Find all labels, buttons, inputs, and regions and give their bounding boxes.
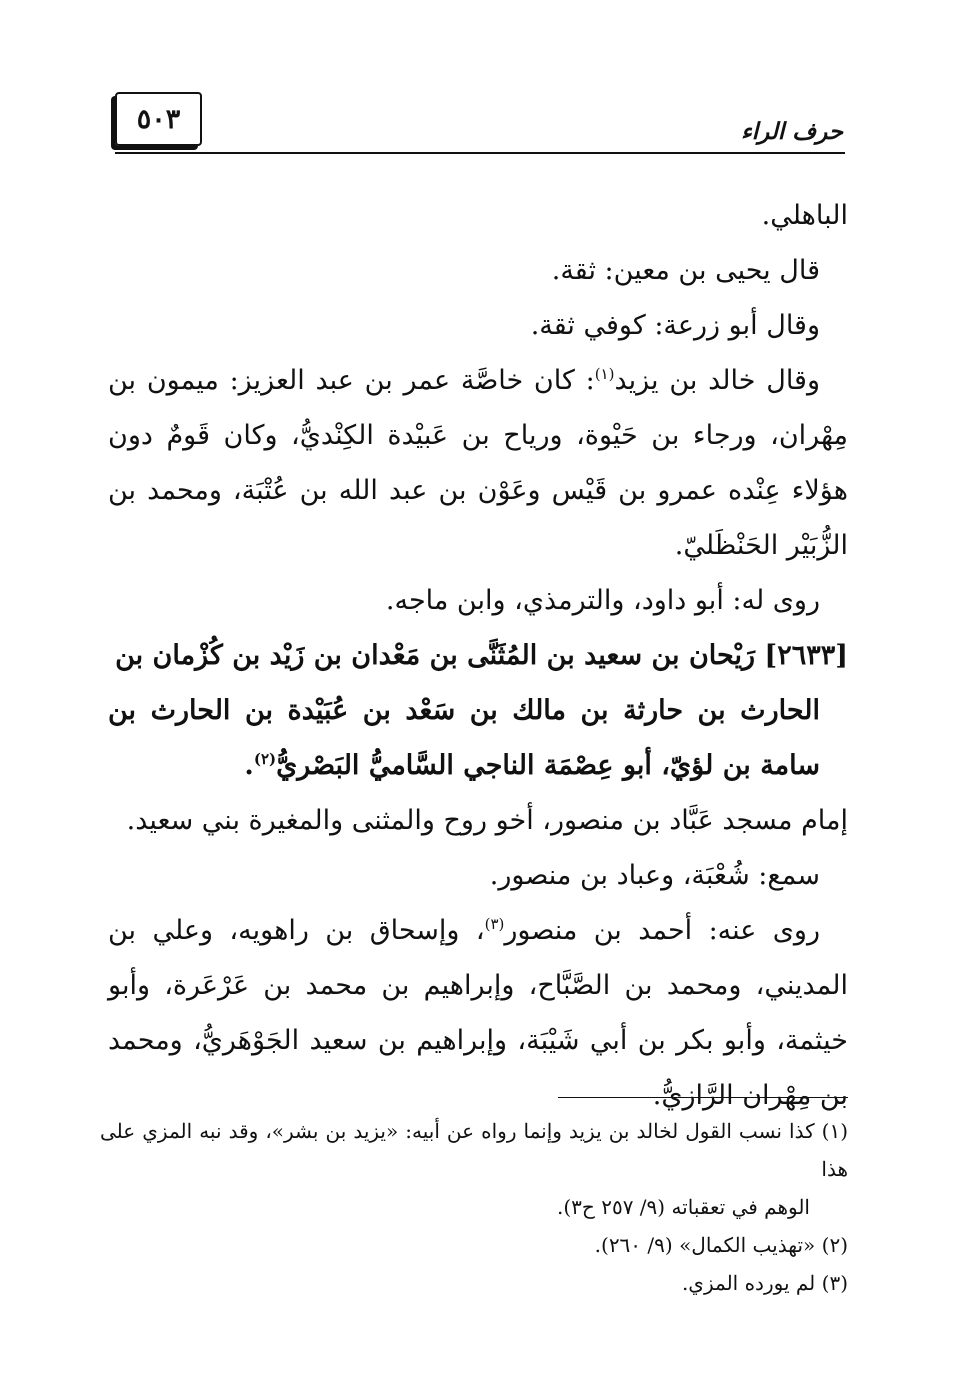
paragraph-4-rest: : كان خاصَّة عمر بن عبد العزيز: ميمون بن مِهْران، ورجاء بن حَيْوة، ورياح بن عَبيْدة الكِنْديُّ، وكان قَومٌ دون هؤلاء عِنْده عمرو بن قَيْس وعَوْن بن عبد الله بن عُتْبَة، ومحمد بن الزُّبَيْر الحَنْظَليّ.: [108, 365, 848, 561]
page-number-text: ٥٠٣: [136, 103, 181, 135]
footnote-3: (٣) لم يورده المزي.: [681, 1271, 848, 1295]
main-text: [108, 188, 848, 1123]
paragraph-4-start: وقال خالد بن يزيد: [614, 365, 820, 396]
footnote-ref-2: (٢): [253, 750, 277, 768]
paragraph-7: سمع: شُعْبَة، وعباد بن منصور.: [489, 860, 820, 891]
footnote-rule: [558, 1097, 848, 1098]
paragraph-6: إمام مسجد عَبَّاد بن منصور، أخو روح والمثنى والمغيرة بني سعيد.: [126, 805, 848, 836]
footnotes: [100, 1112, 848, 1302]
footnote-2: (٢) «تهذيب الكمال» (٩/ ٢٦٠).: [594, 1233, 848, 1257]
paragraph-1: الباهلي.: [761, 200, 848, 231]
page-number: [115, 92, 202, 146]
running-head: حرف الراء: [740, 118, 843, 145]
biography-heading: [108, 628, 848, 793]
footnote-1-continuation: الوهم في تعقباته (٩/ ٢٥٧ ح٣).: [557, 1195, 810, 1219]
footnote-ref-3: (٣): [484, 915, 505, 933]
paragraph-8-rest: ، وإسحاق بن راهويه، وعلي بن المديني، ومحمد بن الصَّبَّاح، وإبراهيم بن محمد بن عَرْعَرة، وأبو خيثمة، وأبو بكر بن أبي شَيْبَة، وإبراهيم بن سعيد الجَوْهَريُّ، ومحمد بن مِهْران الرَّازيُّ.: [108, 915, 848, 1111]
entry-number: [٢٦٣٣]: [764, 640, 848, 671]
header-rule: [115, 152, 845, 154]
paragraph-3: وقال أبو زرعة: كوفي ثقة.: [530, 310, 820, 341]
paragraph-4: [108, 353, 848, 573]
footnote-1: (١) كذا نسب القول لخالد بن يزيد وإنما رواه عن أبيه: «يزيد بن بشر»، وقد نبه المزي على هذا: [100, 1119, 848, 1181]
entry-end: .: [244, 750, 254, 781]
entry-name-line-1: رَيْحان بن سعيد بن المُثَنَّى بن مَعْدان بن زَيْد بن كُزْمان بن: [115, 640, 756, 671]
entry-name-continuation: [108, 683, 848, 793]
entry-name-rest: الحارث بن حارثة بن مالك بن سَعْد بن عُبَيْدة بن الحارث بن سامة بن لؤيّ، أبو عِصْمَة الناجي السَّاميُّ البَصْريُّ: [108, 695, 820, 781]
paragraph-5: روى له: أبو داود، والترمذي، وابن ماجه.: [385, 585, 820, 616]
footnote-ref-1: (١): [594, 365, 615, 383]
paragraph-8-start: روى عنه: أحمد بن منصور: [504, 915, 820, 946]
paragraph-2: قال يحيى بن معين: ثقة.: [551, 255, 820, 286]
paragraph-8: [108, 903, 848, 1123]
